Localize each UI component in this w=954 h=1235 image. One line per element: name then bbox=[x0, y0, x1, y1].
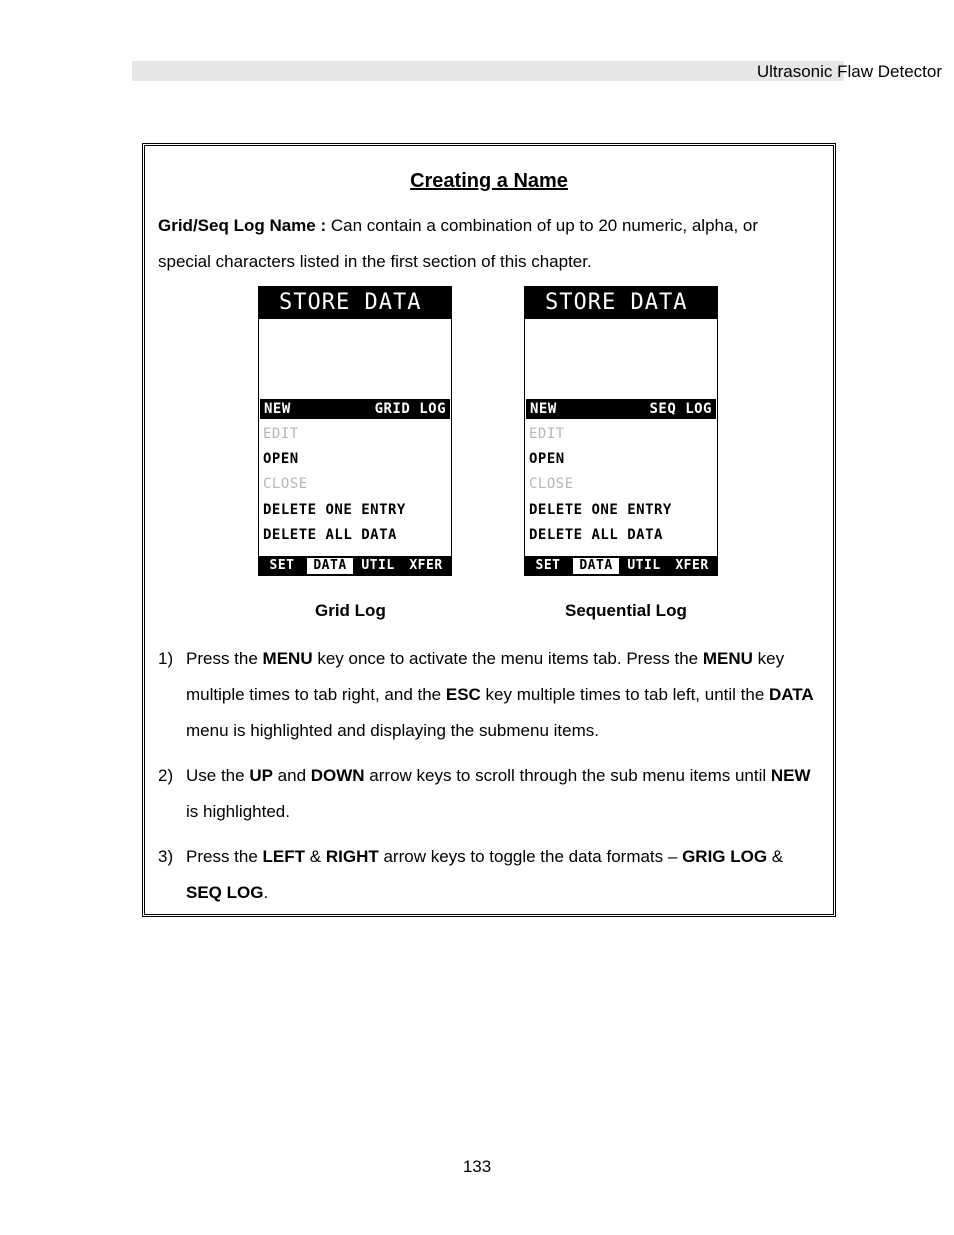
content-box bbox=[142, 143, 836, 917]
header-title: Ultrasonic Flaw Detector bbox=[756, 62, 942, 81]
text-run: . bbox=[263, 883, 269, 902]
bold-text: ESC bbox=[445, 685, 481, 704]
text-run: is highlighted. bbox=[186, 802, 290, 821]
screen-tab-bar bbox=[259, 556, 451, 575]
menu-item-new-value: GRID LOG bbox=[374, 401, 446, 417]
menu-item-open: OPEN bbox=[263, 451, 299, 467]
menu-item-open: OPEN bbox=[529, 451, 565, 467]
text-run: & bbox=[305, 847, 326, 866]
tab-set: SET bbox=[535, 558, 561, 573]
tab-xfer: XFER bbox=[675, 558, 709, 573]
tab-data: DATA bbox=[307, 558, 353, 574]
step-1 bbox=[158, 641, 818, 749]
text-run: Use the bbox=[186, 766, 250, 785]
bold-text: GRIG LOG bbox=[682, 847, 768, 866]
text-run: key multiple times to tab right, and the bbox=[186, 649, 785, 704]
text-run: arrow keys to scroll through the sub menu items until bbox=[364, 766, 771, 785]
bold-text: LEFT bbox=[262, 847, 306, 866]
menu-item-new bbox=[526, 399, 716, 419]
step-text bbox=[186, 758, 818, 830]
grid-log-caption: Grid Log bbox=[315, 601, 386, 620]
bold-text: NEW bbox=[770, 766, 811, 785]
tab-data: DATA bbox=[573, 558, 619, 574]
menu-item-new-label: NEW bbox=[530, 401, 557, 417]
text-run: and bbox=[272, 766, 311, 785]
bold-text: MENU bbox=[702, 649, 753, 668]
bold-text: RIGHT bbox=[325, 847, 379, 866]
bold-text: UP bbox=[249, 766, 273, 785]
section-heading: Creating a Name bbox=[410, 170, 568, 192]
text-run: & bbox=[767, 847, 784, 866]
tab-xfer: XFER bbox=[409, 558, 443, 573]
bold-text: DOWN bbox=[310, 766, 365, 785]
sequential-log-screen bbox=[524, 286, 718, 576]
step-2 bbox=[158, 758, 818, 830]
menu-item-edit: EDIT bbox=[529, 426, 565, 442]
grid-log-screen bbox=[258, 286, 452, 576]
sequential-log-caption: Sequential Log bbox=[565, 601, 687, 620]
menu-item-delete-all-data: DELETE ALL DATA bbox=[529, 527, 663, 543]
text-run: menu is highlighted and displaying the submenu items. bbox=[186, 721, 599, 740]
bold-text: MENU bbox=[262, 649, 313, 668]
text-run: Press the bbox=[186, 847, 263, 866]
menu-item-new-label: NEW bbox=[264, 401, 291, 417]
menu-item-new-value: SEQ LOG bbox=[649, 401, 712, 417]
text-run: Press the bbox=[186, 649, 263, 668]
tab-set: SET bbox=[269, 558, 295, 573]
menu-item-delete-one-entry: DELETE ONE ENTRY bbox=[529, 502, 672, 518]
page-number: 133 bbox=[462, 1157, 492, 1176]
text-run: arrow keys to toggle the data formats – bbox=[378, 847, 683, 866]
menu-item-delete-all-data: DELETE ALL DATA bbox=[263, 527, 397, 543]
menu-item-new bbox=[260, 399, 450, 419]
header-bar bbox=[132, 61, 844, 81]
step-number: 2) bbox=[158, 766, 174, 785]
tab-util: UTIL bbox=[627, 558, 661, 573]
step-text bbox=[186, 641, 818, 749]
bold-text: DATA bbox=[769, 685, 814, 704]
menu-item-edit: EDIT bbox=[263, 426, 299, 442]
tab-util: UTIL bbox=[361, 558, 395, 573]
step-number: 1) bbox=[158, 649, 174, 668]
screen-tab-bar bbox=[525, 556, 717, 575]
intro-label: Grid/Seq Log Name : bbox=[158, 216, 327, 235]
bold-text: SEQ LOG bbox=[186, 883, 264, 902]
step-text bbox=[186, 839, 818, 911]
step-number: 3) bbox=[158, 847, 174, 866]
screen-title: STORE DATA bbox=[259, 287, 451, 319]
menu-item-close: CLOSE bbox=[529, 476, 574, 492]
text-run: key multiple times to tab left, until the bbox=[480, 685, 770, 704]
intro-text: Can contain a combination of up to 20 numeric, alpha, or special characters listed in the first section of this chapter. bbox=[158, 216, 759, 271]
menu-item-delete-one-entry: DELETE ONE ENTRY bbox=[263, 502, 406, 518]
menu-item-close: CLOSE bbox=[263, 476, 308, 492]
screen-title: STORE DATA bbox=[525, 287, 717, 319]
intro-paragraph bbox=[158, 208, 808, 280]
text-run: key once to activate the menu items tab. Press the bbox=[312, 649, 703, 668]
step-3 bbox=[158, 839, 818, 911]
